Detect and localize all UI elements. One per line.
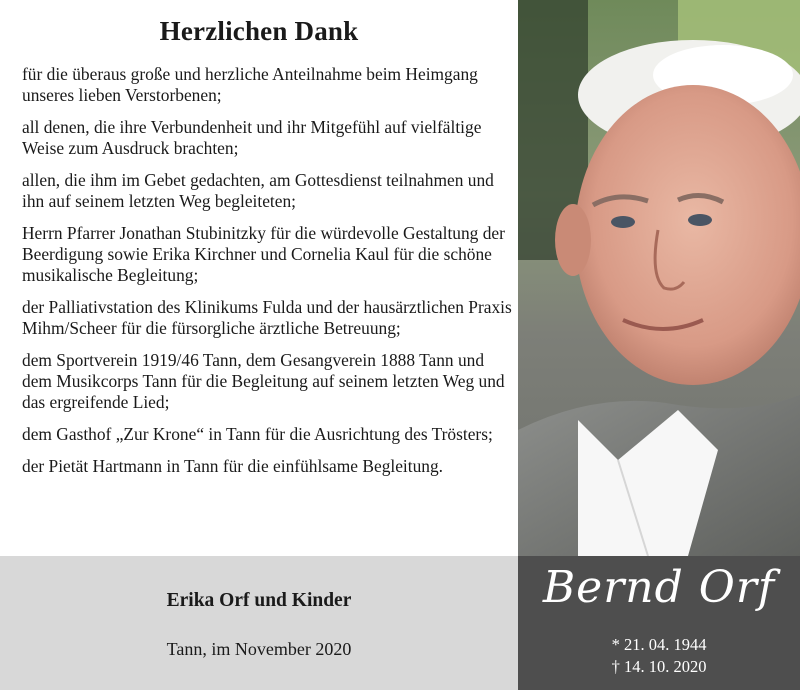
notice-title: Herzlichen Dank bbox=[159, 16, 359, 46]
portrait-photo bbox=[518, 0, 800, 556]
thanks-paragraphs bbox=[22, 64, 512, 488]
paragraph: der Palliativstation des Klinikums Fulda und der hausärztlichen Praxis Mihm/Scheer für die fürsorgliche ärztliche Betreuung; bbox=[22, 297, 512, 338]
deceased-panel bbox=[518, 556, 800, 690]
place-date: Tann, im November 2020 bbox=[166, 639, 352, 659]
paragraph: Herrn Pfarrer Jonathan Stubinitzky für die würdevolle Gestaltung der Beerdigung sowie Erika Kirchner und Cornelia Kaul für die schöne musikalische Begleitung; bbox=[22, 223, 505, 285]
portrait-illustration bbox=[518, 0, 800, 556]
paragraph: der Pietät Hartmann in Tann für die einfühlsame Begleitung. bbox=[22, 456, 444, 476]
deceased-name: Bernd Orf bbox=[542, 562, 776, 613]
paragraph: dem Sportverein 1919/46 Tann, dem Gesangverein 1888 Tann und dem Musikcorps Tann für die Begleitung auf seinem letzten Weg und das ergreifende Lied; bbox=[22, 350, 505, 412]
death-date: † 14. 10. 2020 bbox=[611, 657, 707, 676]
paragraph: für die überaus große und herzliche Anteilnahme beim Heimgang unseres lieben Verstorbenen; bbox=[22, 64, 478, 105]
birth-date: * 21. 04. 1944 bbox=[611, 635, 707, 654]
family-signature-panel bbox=[0, 556, 518, 690]
paragraph: dem Gasthof „Zur Krone“ in Tann für die Ausrichtung des Trösters; bbox=[22, 424, 493, 444]
paragraph: all denen, die ihre Verbundenheit und ihr Mitgefühl auf vielfältige Weise zum Ausdruck brachten; bbox=[22, 117, 482, 158]
paragraph: allen, die ihm im Gebet gedachten, am Gottesdienst teilnahmen und ihn auf seinem letzten Weg begleiteten; bbox=[22, 170, 494, 211]
life-dates bbox=[518, 634, 800, 678]
family-name: Erika Orf und Kinder bbox=[166, 590, 352, 611]
